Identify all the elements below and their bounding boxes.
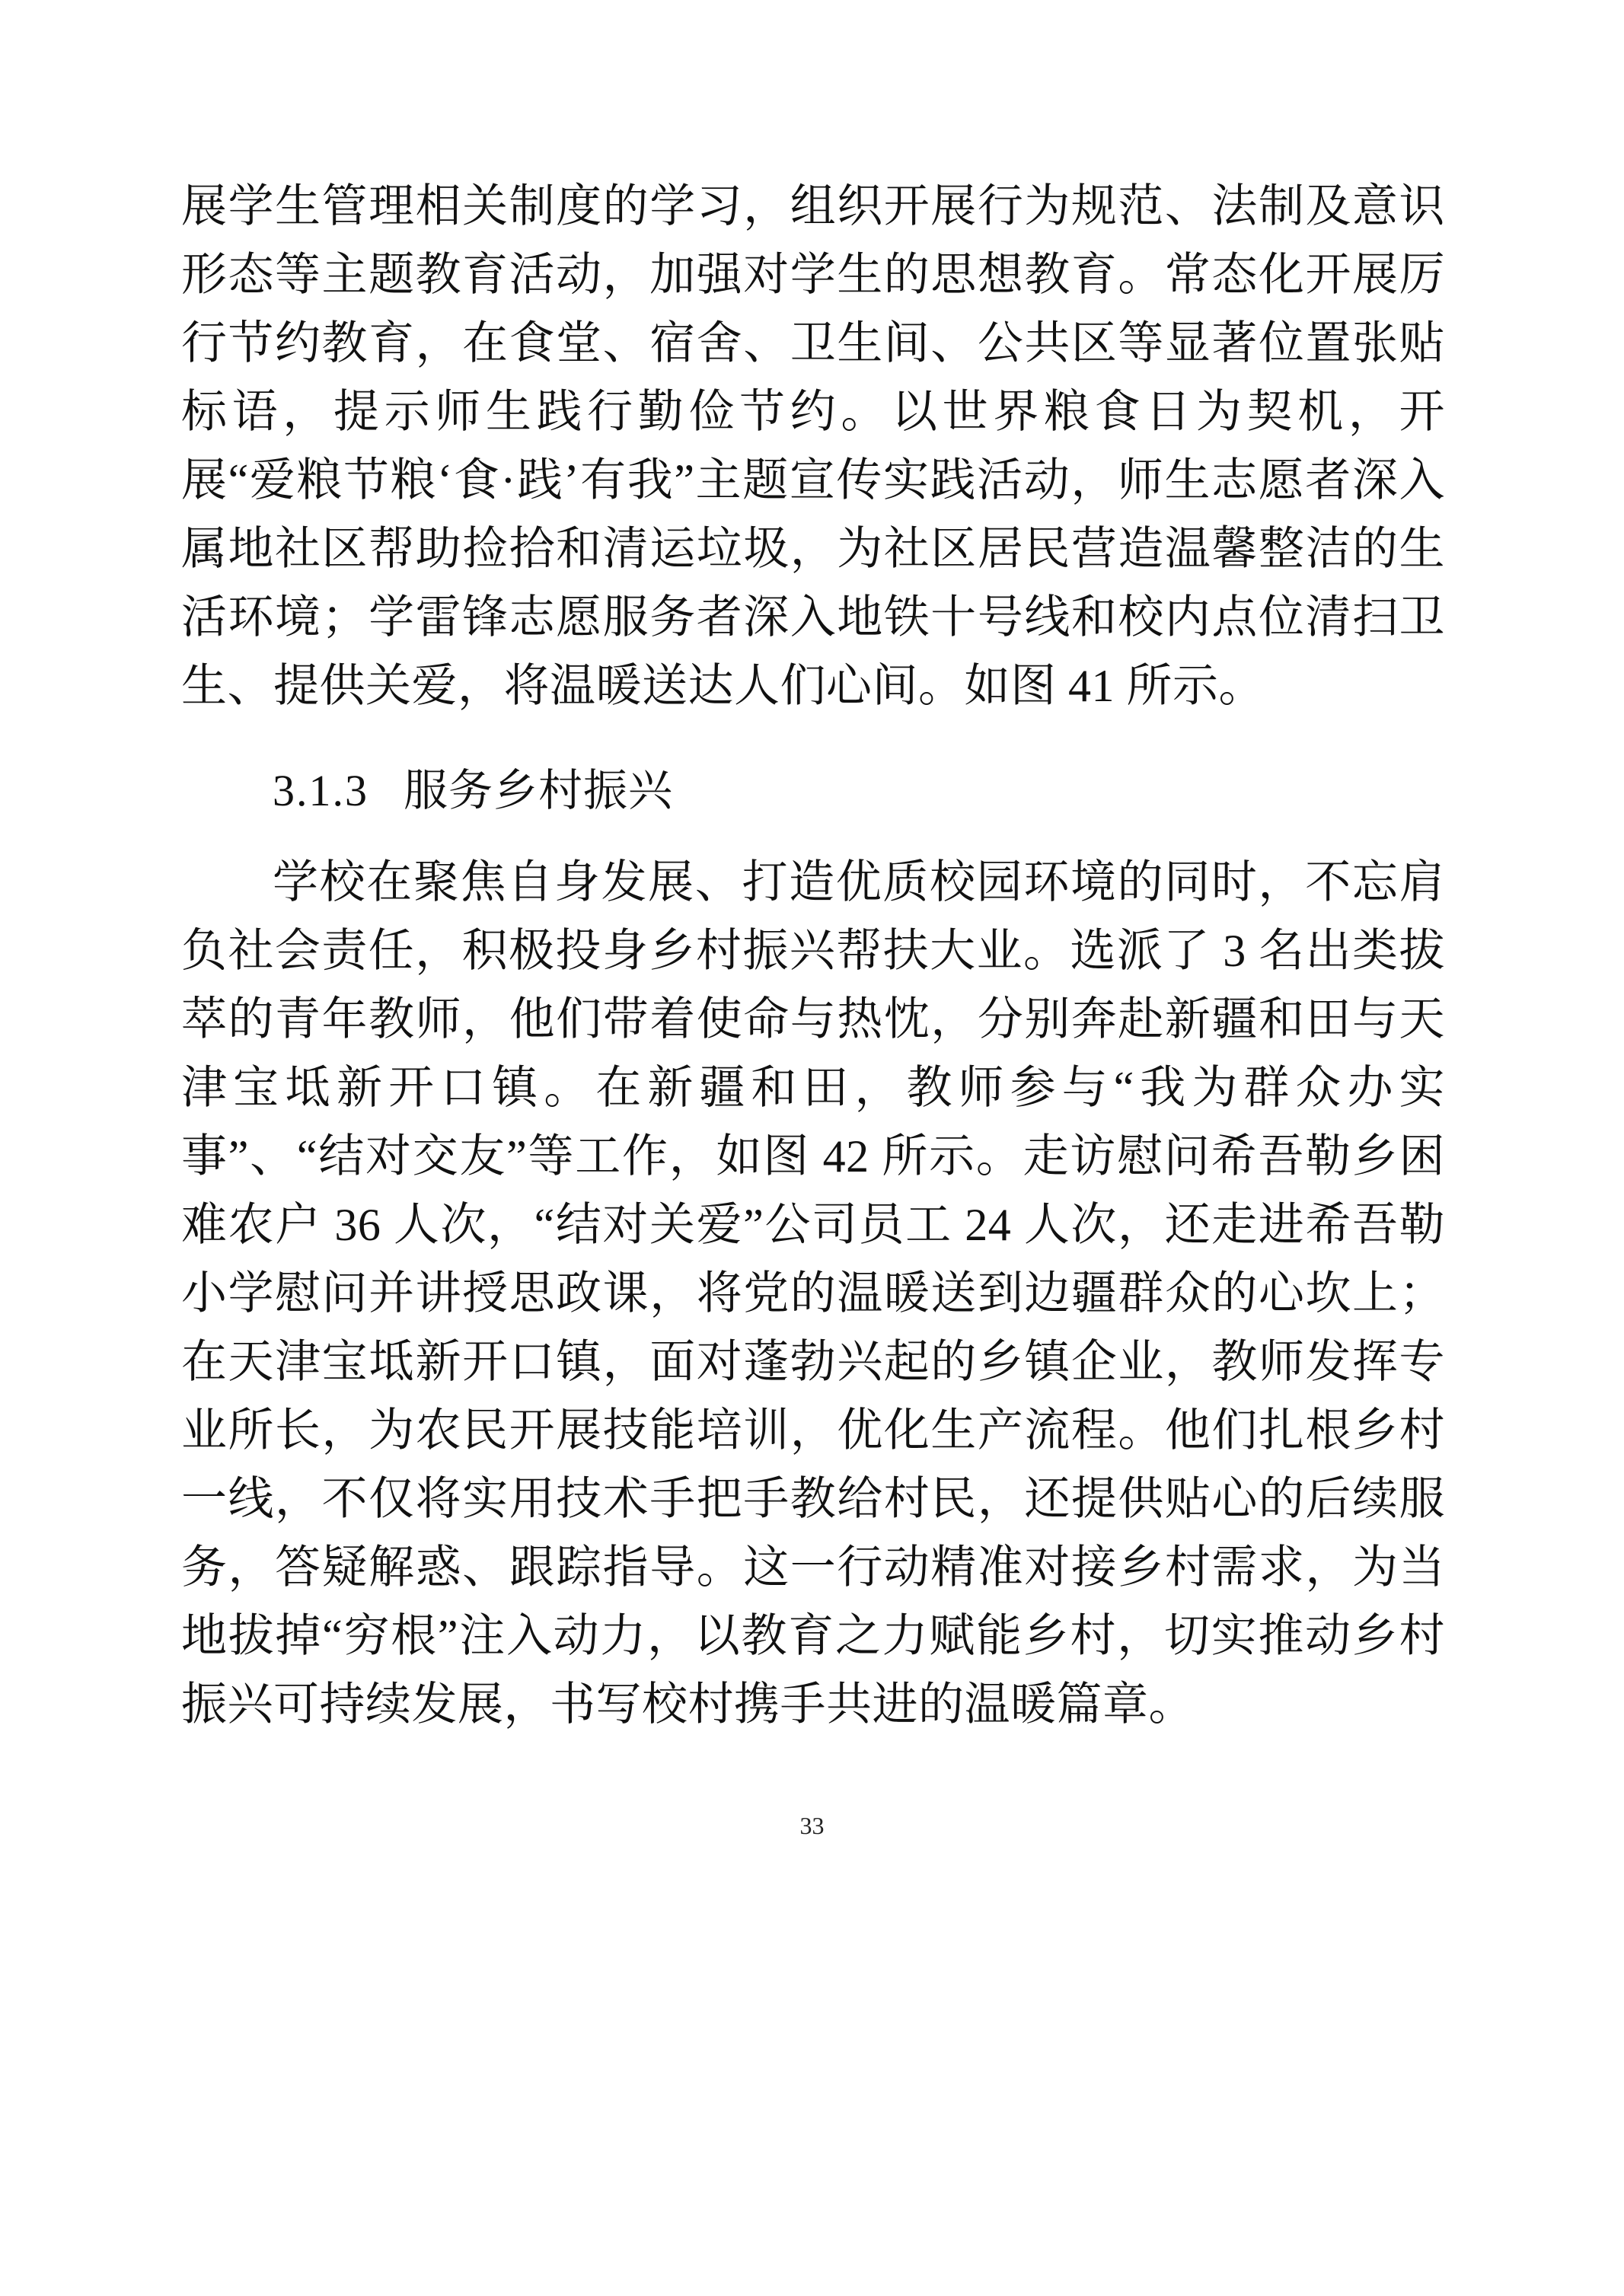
paragraph-rural-revitalization: 学校在聚焦自身发展、打造优质校园环境的同时，不忘肩负社会责任，积极投身乡村振兴帮扶大业。选派了 3 名出类拔萃的青年教师，他们带着使命与热忱，分别奔赴新疆和田与天津宝坻新开口镇。在新疆和田，教师参与“我为群众办实事”、“结对交友”等工作，如图 42 所示。走访慰问希吾勒乡困难农户 36 人次，“结对关爱”公司员工 24 人次，还走进希吾勒小学慰问并讲授思政课，将党的温暖送到边疆群众的心坎上；在天津宝坻新开口镇，面对蓬勃兴起的乡镇企业，教师发挥专业所长，为农民开展技能培训，优化生产流程。他们扎根乡村一线，不仅将实用技术手把手教给村民，还提供贴心的后续服务，答疑解惑、跟踪指导。这一行动精准对接乡村需求，为当地拔掉“穷根”注入动力，以教育之力赋能乡村，切实推动乡村振兴可持续发展，书写校村携手共进的温暖篇章。: [181, 857, 1445, 1730]
paragraph-spacer: [181, 720, 1445, 757]
heading-spacer: [181, 825, 1445, 848]
section-heading-title: 服务乡村振兴: [404, 766, 674, 815]
paragraph-student-management: 展学生管理相关制度的学习，组织开展行为规范、法制及意识形态等主题教育活动，加强对学生的思想教育。常态化开展厉行节约教育，在食堂、宿舍、卫生间、公共区等显著位置张贴标语，提示师生践行勤俭节约。以世界粮食日为契机，开展“爱粮节粮‘食·践’有我”主题宣传实践活动，师生志愿者深入属地社区帮助捡拾和清运垃圾，为社区居民营造温馨整洁的生活环境；学雷锋志愿服务者深入地铁十号线和校内点位清扫卫生、提供关爱，将温暖送达人们心间。如图 41 所示。: [181, 181, 1445, 711]
section-heading-number: 3.1.3: [273, 766, 369, 815]
page-content: [181, 172, 1445, 1739]
section-heading-3-1-3: [181, 757, 1445, 825]
page-number: 33: [799, 1812, 825, 1839]
